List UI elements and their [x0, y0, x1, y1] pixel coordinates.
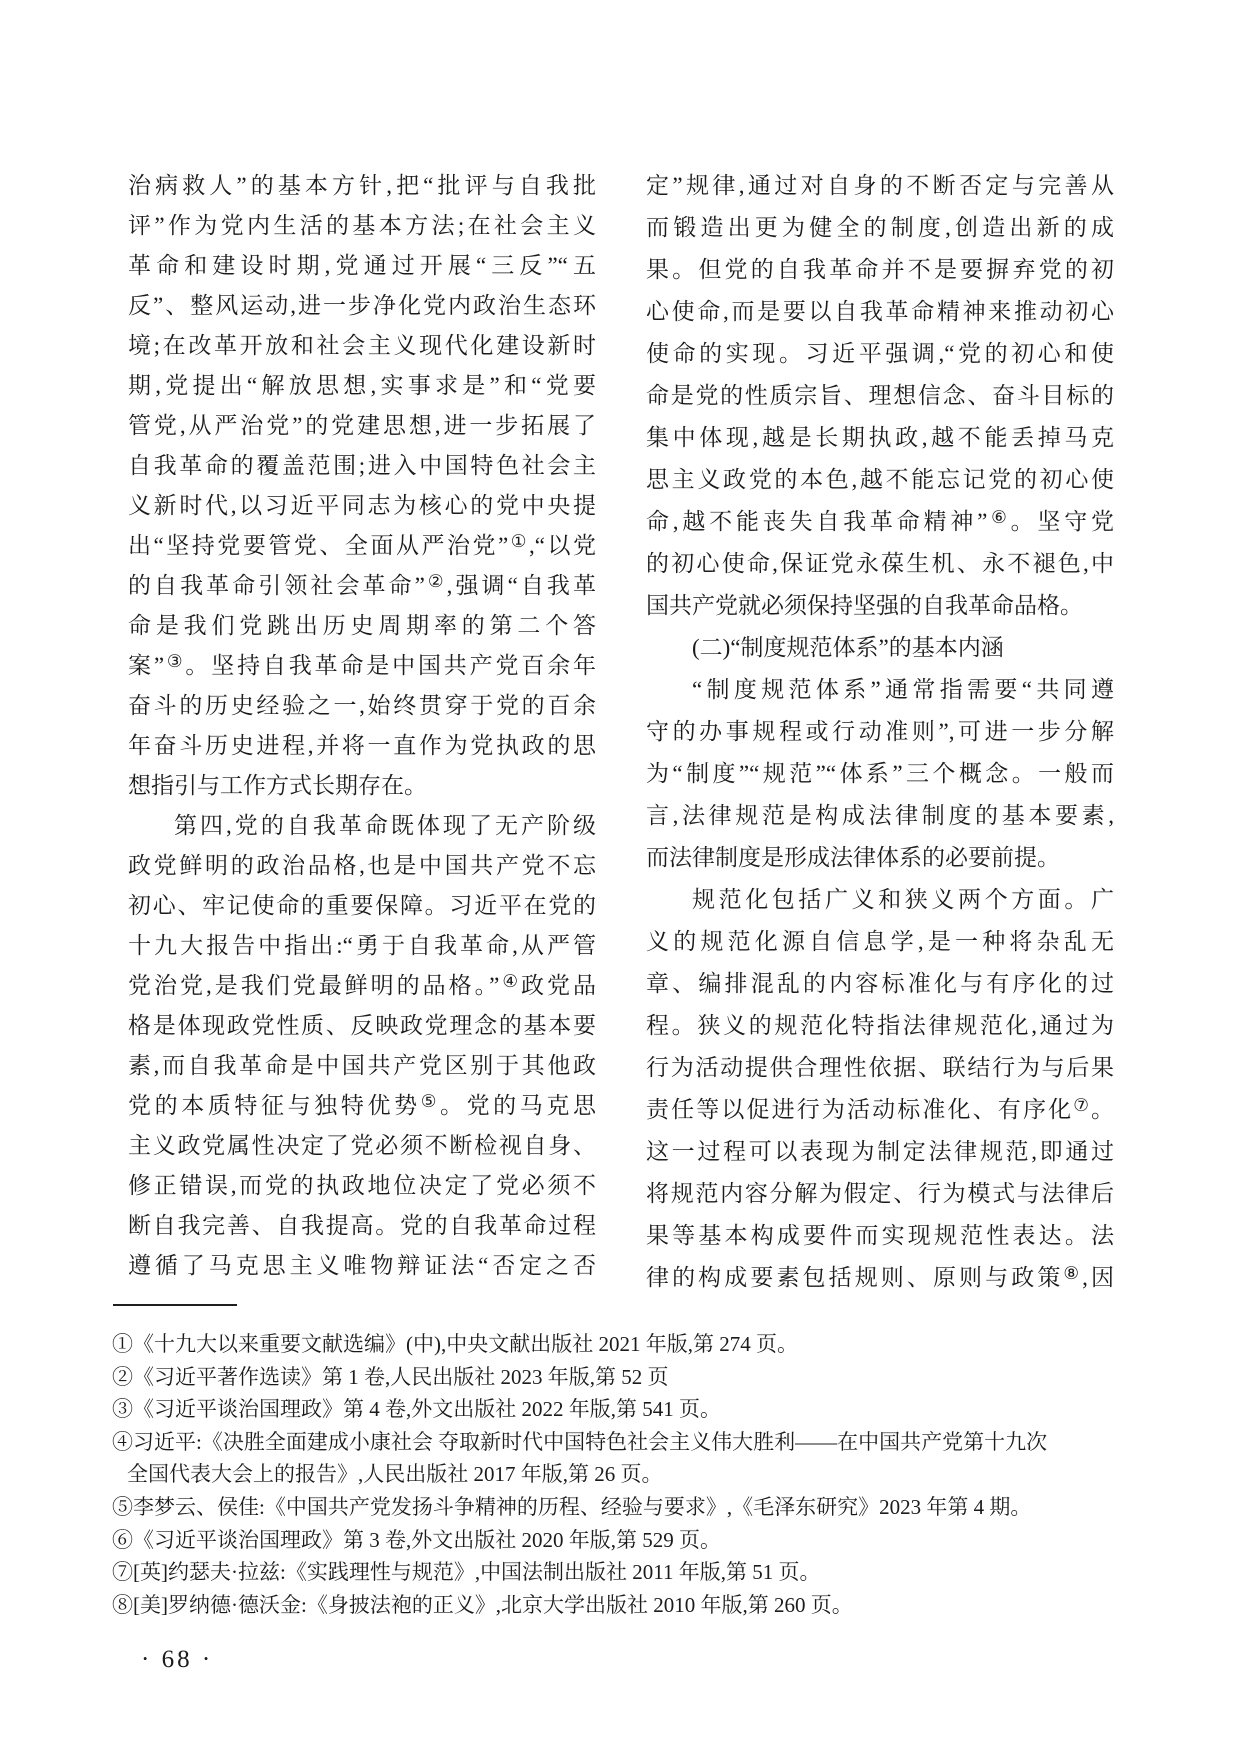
body-text-line: 心使命,而是要以自我革命精神来推动初心	[646, 299, 1114, 324]
body-text-line: 党治党,是我们党最鲜明的品格。”④政党品	[128, 971, 597, 998]
body-text-line: 修正错误,而党的执政地位决定了党必须不	[128, 1173, 596, 1198]
body-text-line: 期,党提出“解放思想,实事求是”和“党要	[128, 373, 596, 398]
footnote-reference-mark: ③	[164, 651, 186, 672]
footnote-line: ⑥《习近平谈治国理政》第 3 卷,外文出版社 2020 年版,第 529 页。	[112, 1527, 721, 1552]
footnote-line: ⑦[英]约瑟夫·拉兹:《实践理性与规范》,中国法制出版社 2011 年版,第 51 页。	[112, 1560, 821, 1585]
body-text-line: 程。狭义的规范化特指法律规范化,通过为	[646, 1013, 1114, 1038]
body-text-line: 的初心使命,保证党永葆生机、永不褪色,中	[646, 551, 1114, 576]
right-column	[646, 165, 1114, 1299]
body-text-line: 素,而自我革命是中国共产党区别于其他政	[128, 1053, 596, 1078]
page-number: · 68 ·	[141, 1646, 214, 1673]
body-text-line: 革命和建设时期,党通过开展“三反”“五	[128, 253, 596, 278]
body-text-line: 为“制度”“规范”“体系”三个概念。一般而	[646, 761, 1114, 786]
body-text-line: 遵循了马克思主义唯物辩证法“否定之否	[128, 1253, 596, 1278]
footnote-line: ①《十九大以来重要文献选编》(中),中央文献出版社 2021 年版,第 274 页。	[112, 1332, 798, 1356]
left-column	[128, 166, 596, 1286]
body-text-line: 律的构成要素包括规则、原则与政策⑧,因	[646, 1263, 1114, 1290]
body-text-line: 断自我完善、自我提高。党的自我革命过程	[128, 1213, 596, 1238]
body-text-line: 国共产党就必须保持坚强的自我革命品格。	[646, 593, 1083, 618]
footnote-line: ②《习近平著作选读》第 1 卷,人民出版社 2023 年版,第 52 页	[112, 1364, 669, 1389]
body-text-line: 使命的实现。习近平强调,“党的初心和使	[646, 341, 1114, 366]
footnote-line: ⑧[美]罗纳德·德沃金:《身披法袍的正义》,北京大学出版社 2010 年版,第 260 页。	[112, 1592, 853, 1617]
body-text-line: 第四,党的自我革命既体现了无产阶级	[174, 813, 596, 838]
body-text-line: 这一过程可以表现为制定法律规范,即通过	[646, 1139, 1114, 1164]
body-text-line: 境;在改革开放和社会主义现代化建设新时	[128, 333, 596, 358]
body-text-line: 初心、牢记使命的重要保障。习近平在党的	[128, 893, 596, 918]
body-text-line: 思主义政党的本色,越不能忘记党的初心使	[646, 467, 1114, 492]
footnote-reference-mark: ⑤	[420, 1091, 440, 1112]
body-text-line: 出“坚持党要管党、全面从严治党”①,“以党	[128, 531, 596, 558]
body-text-line: 义的规范化源自信息学,是一种将杂乱无	[646, 929, 1114, 954]
body-text-line: 年奋斗历史进程,并将一直作为党执政的思	[128, 733, 596, 758]
body-text-line: 将规范内容分解为假定、行为模式与法律后	[646, 1181, 1114, 1206]
body-text-line: “制度规范体系”通常指需要“共同遵	[692, 677, 1114, 702]
body-text-line: 命是我们党跳出历史周期率的第二个答	[128, 613, 596, 638]
body-text-line: 案”③。坚持自我革命是中国共产党百余年	[128, 651, 596, 678]
body-text-line: 果。但党的自我革命并不是要摒弃党的初	[646, 257, 1114, 282]
footnote-reference-mark: ⑧	[1063, 1263, 1083, 1284]
body-text-line: 责任等以促进行为活动标准化、有序化⑦。	[646, 1095, 1114, 1122]
body-text-line: 想指引与工作方式长期存在。	[128, 773, 427, 798]
body-text-line: 义新时代,以习近平同志为核心的党中央提	[128, 493, 596, 518]
body-text-line: 反”、整风运动,进一步净化党内政治生态环	[128, 293, 596, 318]
body-text-line: 规范化包括广义和狭义两个方面。广	[692, 887, 1114, 912]
body-text-line: 治病救人”的基本方针,把“批评与自我批	[128, 173, 596, 198]
body-text-line: 行为活动提供合理性依据、联结行为与后果	[646, 1055, 1114, 1080]
body-text-line: 而法律制度是形成法律体系的必要前提。	[646, 845, 1060, 870]
body-text-line: 集中体现,越是长期执政,越不能丢掉马克	[646, 425, 1114, 450]
body-text-line: 言,法律规范是构成法律制度的基本要素,	[646, 803, 1114, 828]
footnote-reference-mark: ②	[424, 571, 447, 592]
body-text-line: 守的办事规程或行动准则”,可进一步分解	[646, 719, 1114, 744]
footnote-line: ④习近平:《决胜全面建成小康社会 夺取新时代中国特色社会主义伟大胜利——在中国共产党第十九次	[112, 1429, 1048, 1454]
body-text-line: 评”作为党内生活的基本方法;在社会主义	[128, 213, 596, 238]
footnote-line: ⑤李梦云、侯佳:《中国共产党发扬斗争精神的历程、经验与要求》,《毛泽东研究》2023 年第 4 期。	[112, 1494, 1032, 1519]
body-text-line: 章、编排混乱的内容标准化与有序化的过	[646, 971, 1114, 996]
body-text-line: 的自我革命引领社会革命”②,强调“自我革	[128, 571, 596, 598]
body-text-line: 奋斗的历史经验之一,始终贯穿于党的百余	[128, 693, 596, 718]
body-text-line: 十九大报告中指出:“勇于自我革命,从严管	[128, 933, 596, 958]
footnote-reference-mark: ①	[508, 531, 529, 552]
body-text-line: 主义政党属性决定了党必须不断检视自身、	[128, 1133, 596, 1158]
body-text-line: 管党,从严治党”的党建思想,进一步拓展了	[128, 413, 596, 438]
footnote-line: ③《习近平谈治国理政》第 4 卷,外文出版社 2022 年版,第 541 页。	[112, 1397, 721, 1422]
footnote-line: 全国代表大会上的报告》,人民出版社 2017 年版,第 26 页。	[127, 1462, 663, 1487]
body-text-line: 党的本质特征与独特优势⑤。党的马克思	[128, 1091, 597, 1118]
footnote-reference-mark: ⑦	[1073, 1095, 1091, 1116]
body-text-line: 格是体现政党性质、反映政党理念的基本要	[128, 1013, 596, 1038]
footnote-reference-mark: ⑥	[987, 507, 1011, 528]
body-text-line: 自我革命的覆盖范围;进入中国特色社会主	[128, 453, 596, 478]
body-text-line: 命是党的性质宗旨、理想信念、奋斗目标的	[646, 383, 1114, 408]
footnote-divider	[113, 1304, 237, 1306]
body-text-line: 定”规律,通过对自身的不断否定与完善从	[646, 173, 1114, 198]
body-text-line: 而锻造出更为健全的制度,创造出新的成	[646, 215, 1114, 240]
footnote-reference-mark: ④	[499, 971, 522, 992]
body-text-line: (二)“制度规范体系”的基本内涵	[692, 635, 1004, 660]
body-text-line: 政党鲜明的政治品格,也是中国共产党不忘	[128, 853, 596, 878]
body-text-line: 果等基本构成要件而实现规范性表达。法	[646, 1223, 1114, 1248]
body-text-line: 命,越不能丧失自我革命精神”⑥。坚守党	[646, 507, 1115, 534]
footnotes-block	[112, 1328, 1118, 1621]
